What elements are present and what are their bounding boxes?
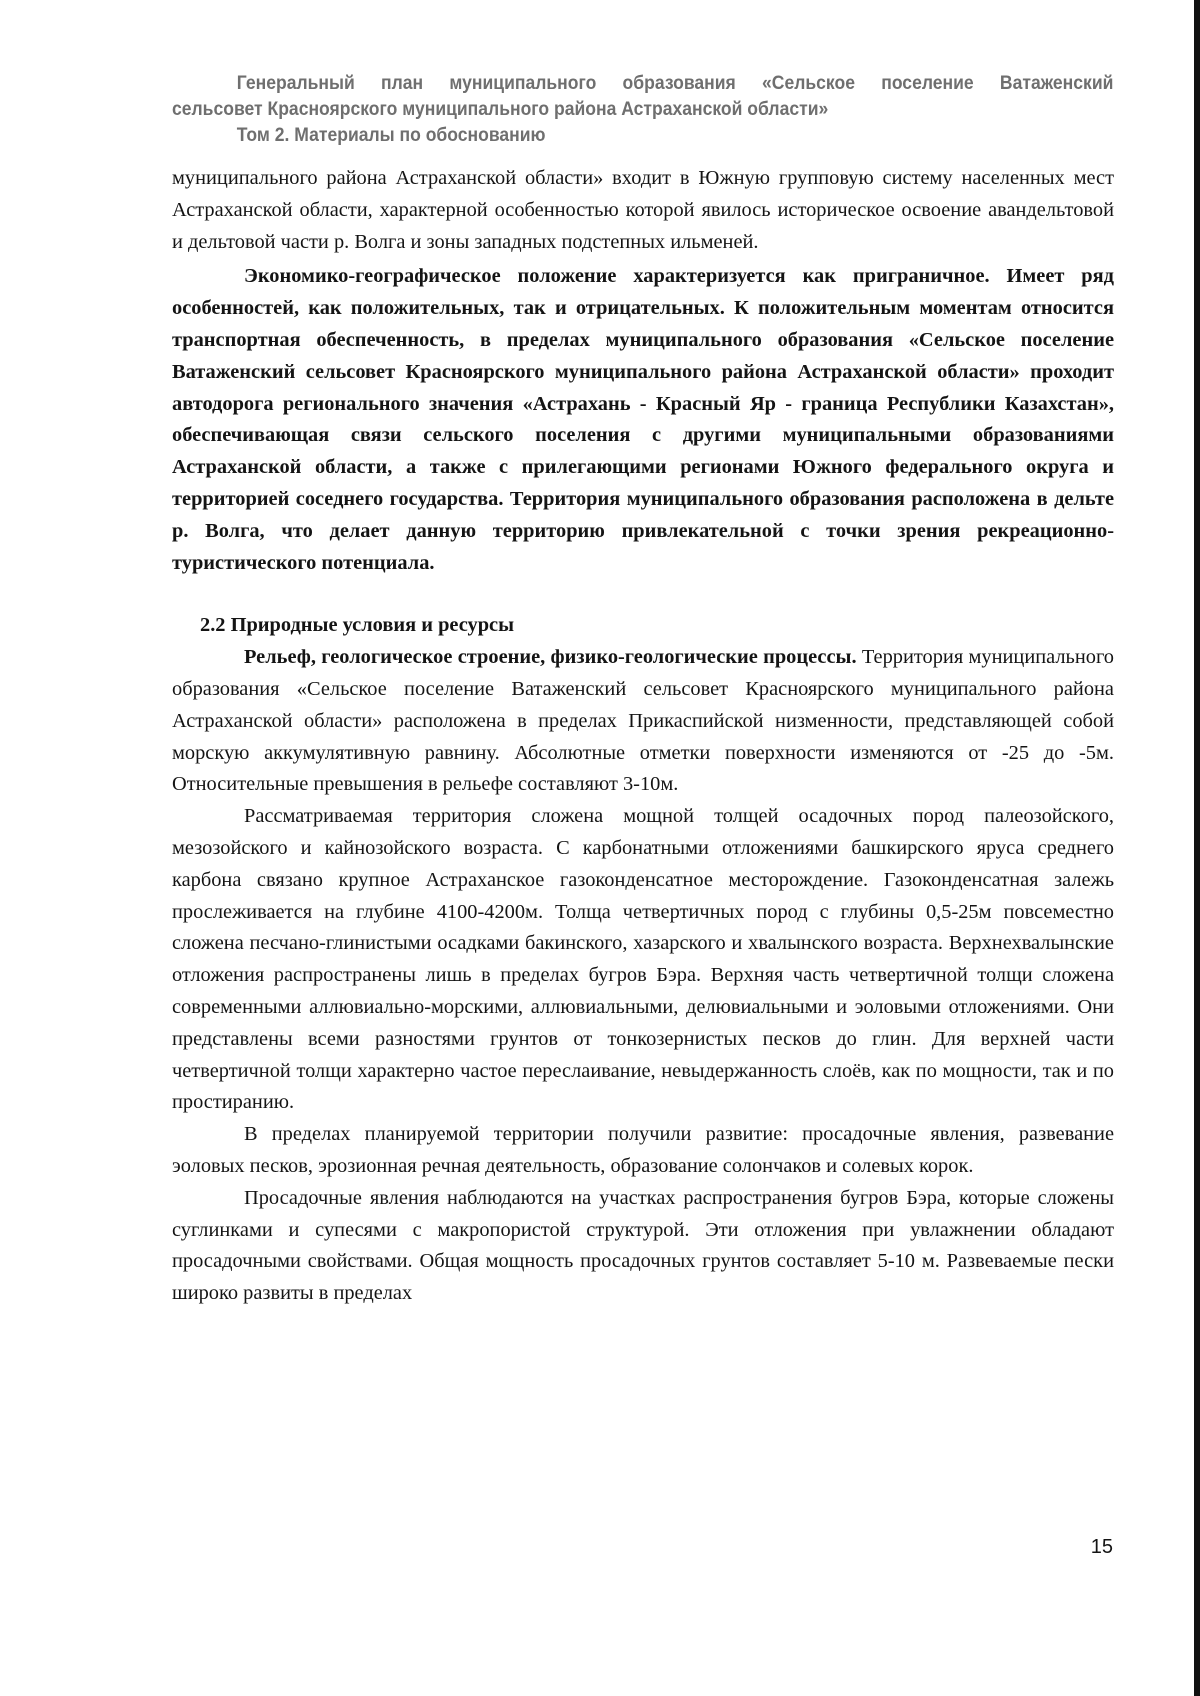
document-body: [172, 163, 1114, 1310]
paragraph-processes: В пределах планируемой территории получили развитие: просадочные явления, развевание эоловых песков, эрозионная речная деятельность, образование солончаков и солевых корок.: [172, 1123, 1114, 1177]
paragraph-subsidence: Просадочные явления наблюдаются на участках распространения бугров Бэра, которые сложены суглинками и супесями с макропористой структурой. Эти отложения при увлажнении обладают просадочными свойствами. Общая мощность просадочных грунтов составляет 5-10 м. Развеваемые пески широко развиты в пределах: [172, 1186, 1114, 1305]
running-header: [172, 70, 1113, 148]
paragraph-relief-lead: Рельеф, геологическое строение, физико-геологические процессы.: [244, 646, 857, 669]
paragraph-relief-text: Территория муниципального образования «Сельское поселение Ватаженский сельсовет Красноярского муниципального района Астраханской области» расположена в пределах Прикаспийской низменности, представляющей собой морскую аккумулятивную равнину. Абсолютные отметки поверхности изменяются от -25 до -5м. Относительные превышения в рельефе составляют 3-10м.: [172, 646, 1115, 796]
section-spacer: [172, 579, 1114, 610]
header-line-1: Генеральный план муниципального образования «Сельское поселение Ватаженский: [236, 72, 1114, 94]
paragraph-geology: Рассматриваемая территория сложена мощной толщей осадочных пород палеозойского, мезозойского и кайнозойского возраста. С карбонатными отложениями башкирского яруса среднего карбона связано крупное Астраханское газоконденсатное месторождение. Газоконденсатная залежь прослеживается на глубине 4100-4200м. Толща четвертичных пород с глубины 0,5-25м повсеместно сложена песчано-глинистыми осадками бакинского, хазарского и хвалынского возраста. Верхнехвалынские отложения распространены лишь в пределах бугров Бэра. Верхняя часть четвертичной толщи сложена современными аллювиально-морскими, аллювиальными, делювиальными и эоловыми отложениями. Они представлены всеми разностями грунтов от тонкозернистых песков до глин. Для верхней части четвертичной толщи характерно частое переслаивание, невыдержанность слоёв, как по мощности, так и по простиранию.: [172, 805, 1114, 1114]
paragraph-continuation: муниципального района Астраханской области» входит в Южную групповую систему населенных мест Астраханской области, характерной особенностью которой явилось историческое освоение авандельтовой и дельтовой части р. Волга и зоны западных подстепных ильменей.: [172, 167, 1114, 253]
paragraph-economic-geography: Экономико-географическое положение характеризуется как приграничное. Имеет ряд особенностей, как положительных, так и отрицательных. К положительным моментам относится транспортная обеспеченность, в пределах муниципального образования «Сельское поселение Ватаженский сельсовет Красноярского муниципального района Астраханской области» проходит автодорога регионального значения «Астрахань - Красный Яр - граница Республики Казахстан», обеспечивающая связи сельского поселения с другими муниципальными образованиями Астраханской области, а также с прилегающими регионами Южного федерального округа и территорией соседнего государства. Территория муниципального образования расположена в дельте р. Волга, что делает данную территорию привлекательной с точки зрения рекреационно-туристического потенциала.: [172, 265, 1114, 574]
section-heading: 2.2 Природные условия и ресурсы: [200, 614, 515, 637]
header-volume-title: Том 2. Материалы по обоснованию: [236, 124, 546, 146]
page-number: 15: [1090, 1536, 1113, 1558]
header-line-2: сельсовет Красноярского муниципального района Астраханской области»: [172, 98, 829, 120]
paragraph-relief: [172, 642, 1114, 801]
page-edge-border: [1194, 0, 1200, 1696]
